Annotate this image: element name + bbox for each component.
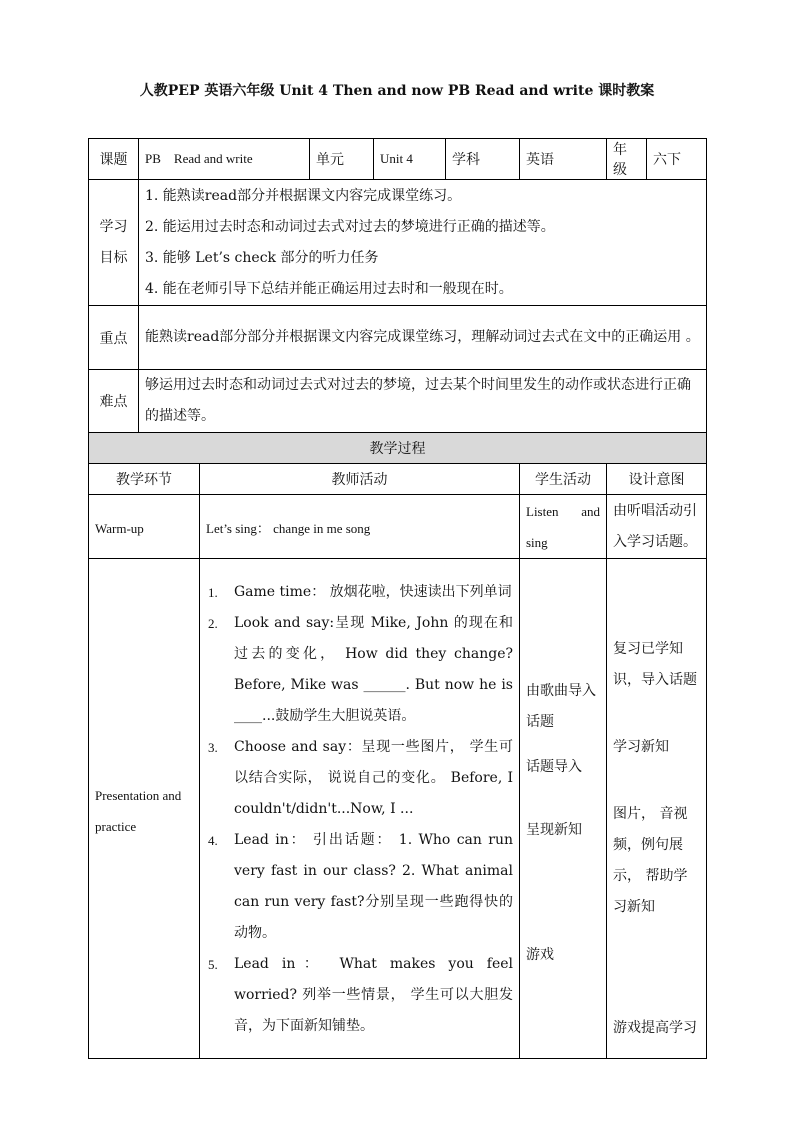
grade-value: 六下: [647, 139, 707, 180]
student-activity-item: 由歌曲导入话题: [526, 683, 596, 730]
unit-label: 单元: [310, 139, 374, 180]
objectives-label-line1: 学习: [99, 218, 128, 235]
student-activity-item: 游戏: [526, 947, 554, 963]
difficulties-row: [89, 370, 707, 433]
info-row: [89, 139, 707, 180]
objectives-content: [139, 180, 707, 306]
presentation-intent: [607, 559, 707, 1059]
warmup-stage: Warm-up: [89, 495, 200, 559]
subject-label: 学科: [446, 139, 520, 180]
presentation-teacher: [200, 559, 520, 1059]
lesson-label: 课题: [89, 139, 139, 180]
intent-item: 复习已学知识，导入话题: [613, 641, 697, 688]
presentation-stage: Presentation and practice: [89, 559, 200, 1059]
intent-item: 学习新知: [613, 739, 669, 755]
process-header-row: [89, 433, 707, 464]
subject-value: 英语: [520, 139, 607, 180]
col-header-stage: 教学环节: [89, 464, 200, 495]
col-header-teacher: 教师活动: [200, 464, 520, 495]
teacher-step: 2. Look and say:呈现 Mike, John 的现在和过去的变化， How did they change? Before, Mike was ______. But now he is ____...鼓励学生大胆说英语。: [208, 615, 513, 724]
student-activity-item: 话题导入: [526, 759, 582, 775]
teacher-step: 5. Lead in： What makes you feel worried? 列举一些情景， 学生可以大胆发音，为下面新知铺垫。: [208, 956, 513, 1034]
student-activity-item: 呈现新知: [526, 822, 582, 838]
objectives-row: [89, 180, 707, 306]
column-header-row: [89, 464, 707, 495]
objectives-label: [89, 180, 139, 306]
grade-label: 年级: [607, 139, 647, 180]
key-points-text: 能熟读read部分部分并根据课文内容完成课堂练习，理解动词过去式在文中的正确运用 。: [139, 306, 707, 370]
lesson-value: PB Read and write: [139, 139, 310, 180]
warmup-row: [89, 495, 707, 559]
intent-item: 游戏提高学习: [613, 1020, 697, 1036]
difficulties-text: 够运用过去时态和动词过去式对过去的梦境，过去某个时间里发生的动作或状态进行正确的描述等。: [139, 370, 707, 433]
key-points-label: 重点: [89, 306, 139, 370]
col-header-student: 学生活动: [520, 464, 607, 495]
objective-item: 1. 能熟读read部分并根据课文内容完成课堂练习。: [145, 187, 462, 204]
intent-item: 图片， 音视频，例句展示， 帮助学习新知: [613, 806, 688, 915]
objective-item: 3. 能够 Let’s check 部分的听力任务: [145, 249, 379, 266]
document-title: 人教PEP 英语六年级 Unit 4 Then and now PB Read and write 课时教案: [139, 83, 655, 99]
warmup-teacher: Let’s sing： change in me song: [200, 495, 520, 559]
objective-item: 4. 能在老师引导下总结并能正确运用过去时和一般现在时。: [145, 280, 513, 297]
key-points-row: [89, 306, 707, 370]
lesson-plan-table: [88, 138, 707, 1059]
unit-value: Unit 4: [374, 139, 446, 180]
objectives-label-line2: 目标: [99, 249, 128, 266]
warmup-student: Listen and sing: [520, 495, 607, 559]
objective-item: 2. 能运用过去时态和动词过去式对过去的梦境进行正确的描述等。: [145, 218, 555, 235]
col-header-intent: 设计意图: [607, 464, 707, 495]
teacher-step: 3. Choose and say：呈现一些图片， 学生可以结合实际， 说说自己的变化。 Before, I couldn't/didn't...Now, I ...: [208, 739, 513, 817]
warmup-intent: 由听唱活动引入学习话题。: [607, 495, 707, 559]
teacher-step: 1. Game time： 放烟花啦，快速读出下列单词: [208, 584, 512, 600]
presentation-row: [89, 559, 707, 1059]
presentation-student: [520, 559, 607, 1059]
difficulties-label: 难点: [89, 370, 139, 433]
teacher-step: 4. Lead in： 引出话题： 1. Who can run very fast in our class? 2. What animal can run very fast?分别呈现一些跑得快的动物。: [208, 832, 513, 941]
process-header: 教学过程: [89, 433, 707, 464]
